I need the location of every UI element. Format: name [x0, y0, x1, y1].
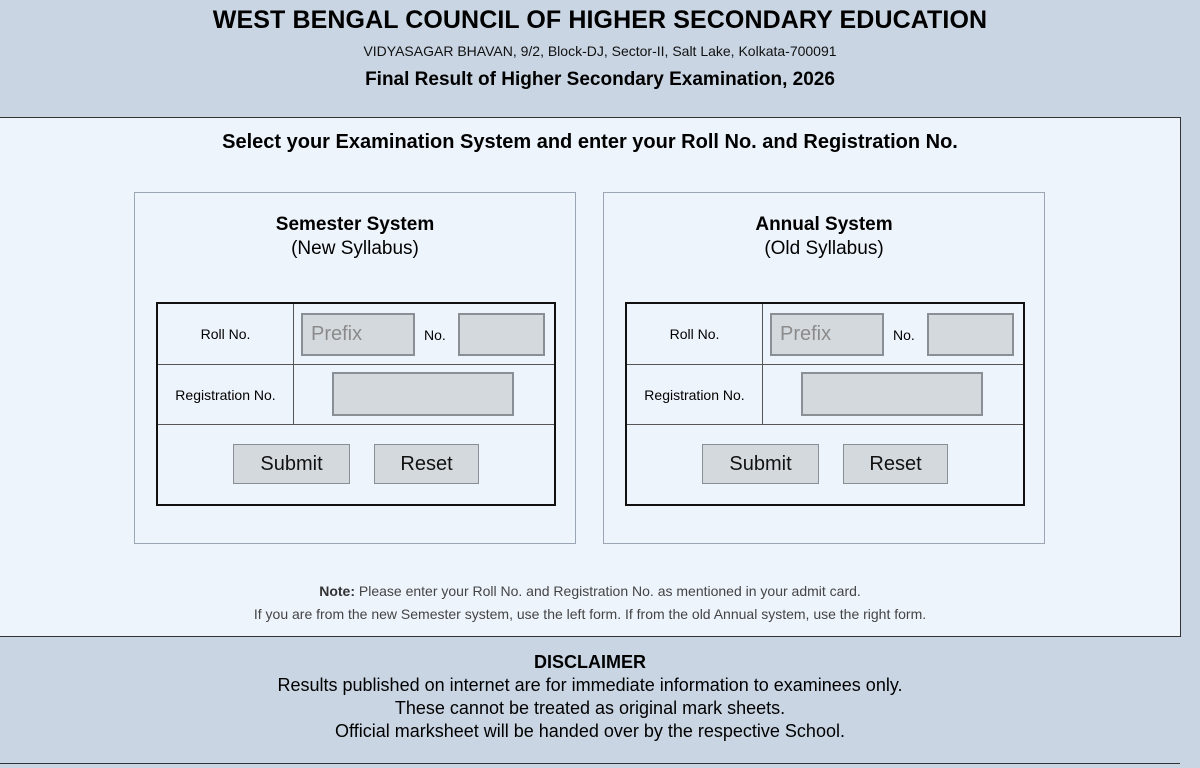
semester-roll-number-input[interactable] [458, 313, 545, 356]
instruction-text: Select your Examination System and enter your Roll No. and Registration No. [222, 131, 958, 153]
council-address: VIDYASAGAR BHAVAN, 9/2, Block-DJ, Sector-II, Salt Lake, Kolkata-700091 [363, 43, 837, 59]
annual-reset-button[interactable]: Reset [843, 444, 948, 484]
semester-roll-row [158, 304, 554, 365]
semester-roll-label: Roll No. [158, 304, 294, 364]
note-text: Please enter your Roll No. and Registration No. as mentioned in your admit card. [354, 583, 861, 599]
semester-system-box [134, 192, 576, 544]
semester-buttons-row [158, 425, 554, 504]
annual-registration-input[interactable] [801, 372, 983, 416]
note-line-2: If you are from the new Semester system, use the left form. If from the old Annual system, use the right form. [253, 606, 927, 622]
annual-system-title: Annual System [755, 214, 893, 235]
semester-system-subtitle: (New Syllabus) [291, 238, 419, 259]
semester-roll-prefix-input[interactable] [301, 313, 415, 356]
semester-reset-button[interactable]: Reset [374, 444, 479, 484]
annual-registration-row [627, 365, 1023, 425]
annual-registration-label: Registration No. [627, 365, 763, 424]
disclaimer-title: DISCLAIMER [534, 652, 646, 672]
result-subtitle: Final Result of Higher Secondary Examination, 2026 [365, 69, 835, 90]
annual-roll-number-input[interactable] [927, 313, 1014, 356]
annual-roll-label: Roll No. [627, 304, 763, 364]
annual-system-box [603, 192, 1045, 544]
annual-submit-button[interactable]: Submit [702, 444, 819, 484]
disclaimer-line-3: Official marksheet will be handed over by the respective School. [335, 721, 845, 741]
semester-system-title: Semester System [275, 214, 435, 235]
semester-registration-row [158, 365, 554, 425]
note-bold-label: Note: [319, 583, 355, 599]
annual-system-subtitle: (Old Syllabus) [764, 238, 884, 259]
annual-buttons-row [627, 425, 1023, 504]
disclaimer-line-2: These cannot be treated as original mark sheets. [394, 698, 786, 718]
annual-roll-prefix-input[interactable] [770, 313, 884, 356]
annual-roll-row [627, 304, 1023, 365]
page-title: WEST BENGAL COUNCIL OF HIGHER SECONDARY EDUCATION [212, 6, 988, 34]
annual-no-label: No. [893, 327, 915, 343]
main-panel [0, 117, 1181, 637]
page-header [0, 0, 1200, 117]
semester-no-label: No. [424, 327, 446, 343]
semester-registration-input[interactable] [332, 372, 514, 416]
semester-registration-label: Registration No. [158, 365, 294, 424]
annual-form [625, 302, 1025, 506]
note-line-1 [0, 583, 1180, 599]
bottom-divider [0, 763, 1180, 764]
semester-submit-button[interactable]: Submit [233, 444, 350, 484]
disclaimer-line-1: Results published on internet are for immediate information to examinees only. [277, 675, 903, 695]
semester-form [156, 302, 556, 506]
disclaimer-section [0, 652, 1180, 742]
